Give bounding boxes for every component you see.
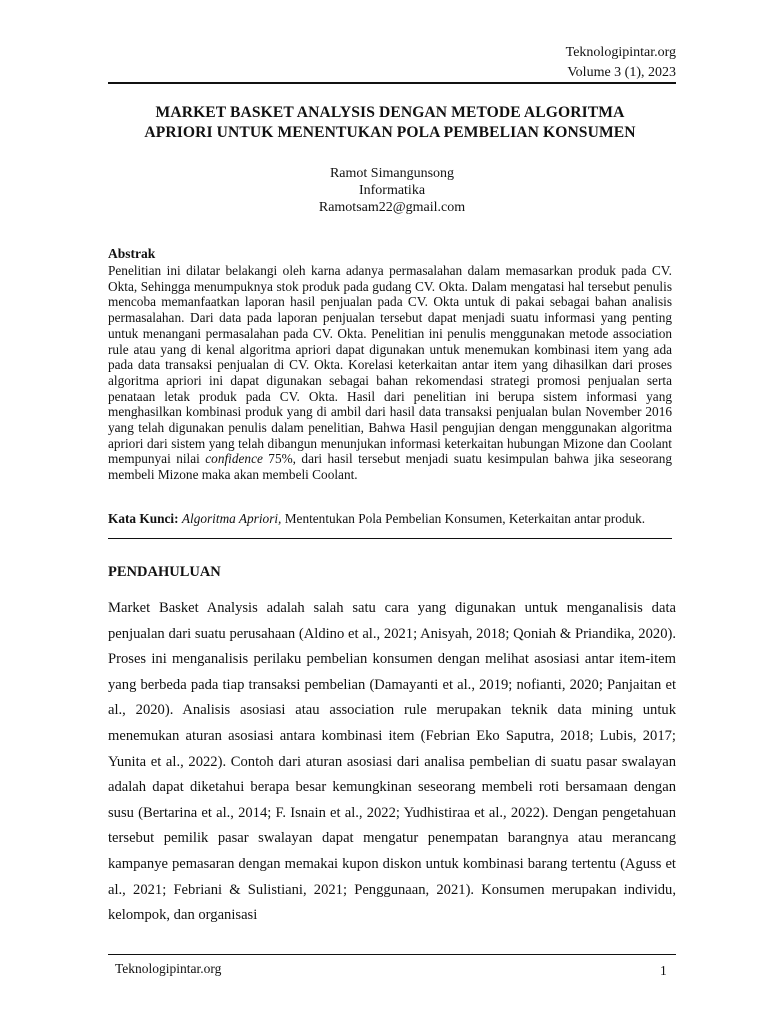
paper-title [80, 103, 700, 143]
keywords-italic: Algoritma Apriori, [181, 511, 282, 526]
author-email: Ramotsam22@gmail.com [318, 200, 466, 215]
keywords [108, 511, 688, 527]
title-line-2: APRIORI UNTUK MENENTUKAN POLA PEMBELIAN KONSUMEN [144, 124, 636, 141]
footer-rule [108, 954, 676, 955]
page-number: 1 [660, 963, 667, 978]
footer-site: Teknologipintar.org [115, 961, 222, 976]
body-paragraph: Market Basket Analysis adalah salah satu cara yang digunakan untuk menganalisis data penjualan dari suatu perusahaan (Aldino et al., 2021; Anisyah, 2018; Qoniah & Priandika, 2020). Proses ini menganalisis perilaku pembelian konsumen dengan melihat asosiasi antar item-item yang berbeda pada tiap transaksi pembelian (Damayanti et al., 2019; nofianti, 2020; Panjaitan et al., 2020). Analisis asosiasi atau association rule merupakan teknik data mining untuk menemukan aturan asosiasi antara kombinasi item (Febrian Eko Saputra, 2018; Lubis, 2017; Yunita et al., 2022). Contoh dari aturan asosiasi dari analisa pembelian di suatu pasar swalayan adalah dapat diketahui berapa besar kemungkinan seseorang membeli roti bersamaan dengan susu (Bertarina et al., 2014; F. Isnain et al., 2022; Yudhistiraa et al., 2022). Dengan pengetahuan tersebut pemilik pasar swalayan dapat mengatur penempatan barangnya atau merancang kampanye pemasaran dengan memakai kupon diskon untuk kombinasi barang tertentu (Aguss et al., 2021; Febriani & Sulistiani, 2021; Penggunaan, 2021). Konsumen merupakan individu, kelompok, dan organisasi [108, 600, 676, 924]
journal-name: Teknologipintar.org [565, 45, 676, 60]
abstract-text: Penelitian ini dilatar belakangi oleh karna adanya permasalahan dalam memasarkan produk pada CV. Okta, Sehingga menumpuknya stok produk pada gudang CV. Okta. Dalam mengatasi hal tersebut penulis mencoba memanfaatkan laporan hasil penjualan pada CV. Okta untuk di pakai sebagai bahan analisis permasalahan. Dari data pada laporan penjualan tersebut dapat menjadi suatu informasi yang penting untuk menangani permasalahan pada CV. Okta. Penelitian ini penulis menggunakan metode association rule atau yang di kenal algoritma apriori dapat digunakan untuk menemukan kombinasi item yang ada pada data transaksi penjualan di CV. Okta. Korelasi keterkaitan antar item yang dihasilkan dari proses algoritma apriori ini dapat digunakan sebagai bahan rekomendasi strategi promosi penjualan serta penataan letak produk pada CV. Okta. Hasil dari penelitian ini berupa sistem informasi yang menghasilkan kombinasi produk yang di ambil dari hasil data transaksi penjualan bulan November 2016 yang telah digunakan penulis dalam penelitian, Bahwa Hasil pengujian dengan menggunakan algoritma apriori dari sistem yang telah dibangun menunjukan informasi keterkaitan hubungan Mizone dan Coolant mempunyai nilai [108, 263, 672, 467]
title-line-1: MARKET BASKET ANALYSIS DENGAN METODE ALGORITMA [155, 104, 625, 121]
author-name: Ramot Simangunsong [329, 166, 455, 181]
keywords-label: Kata Kunci: [108, 511, 179, 526]
abstract-body [108, 263, 672, 483]
author-affiliation: Informatika [358, 183, 426, 198]
section-divider [108, 538, 672, 539]
keywords-rest: Mententukan Pola Pembelian Konsumen, Keterkaitan antar produk. [281, 511, 646, 526]
abstract-italic-term: confidence [205, 451, 263, 467]
header-rule [108, 82, 676, 84]
section-heading: PENDAHULUAN [108, 564, 221, 580]
abstract-heading: Abstrak [108, 246, 156, 261]
abstract-text-end: 75%, dari hasil tersebut menjadi suatu kesimpulan bahwa jika seseorang membeli Mizone maka akan membeli Coolant. [108, 451, 672, 483]
journal-volume: Volume 3 (1), 2023 [567, 65, 676, 80]
